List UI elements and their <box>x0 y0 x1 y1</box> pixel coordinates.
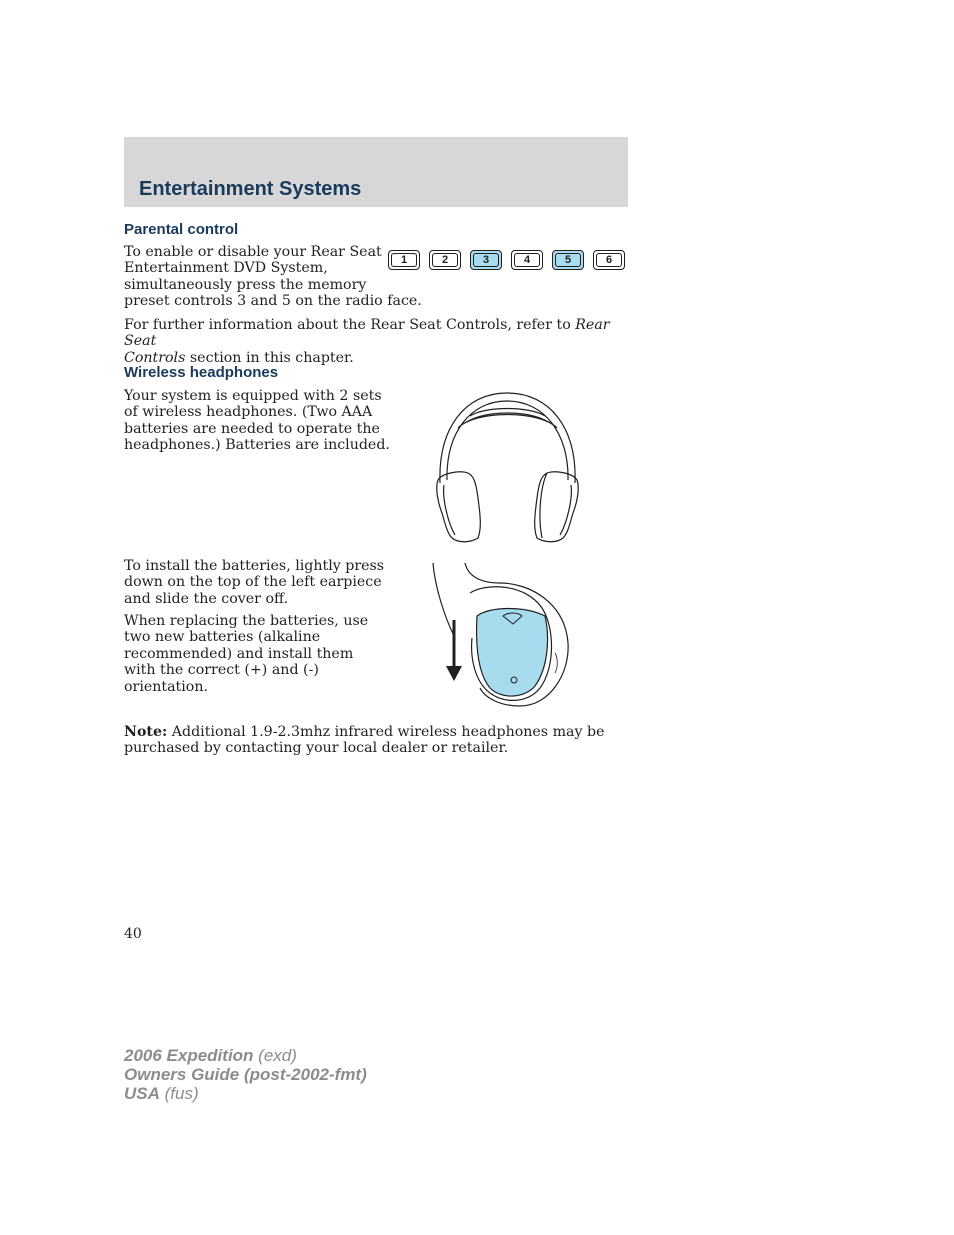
text-line: orientation. <box>124 678 208 695</box>
parental-paragraph-2 <box>124 317 628 366</box>
text-line: recommended) and install them <box>124 645 354 662</box>
text-run: Additional 1.9-2.3mhz infrared wireless headphones may be <box>167 724 605 740</box>
text-line: down on the top of the left earpiece <box>124 574 382 591</box>
page-number: 40 <box>124 926 142 942</box>
text-run: section in this chapter. <box>185 349 354 366</box>
heading-wireless-headphones: Wireless headphones <box>124 364 279 381</box>
text-line: preset controls 3 and 5 on the radio face. <box>124 293 422 310</box>
cross-reference: Controls <box>124 349 186 366</box>
footer-model: 2006 Expedition <box>124 1046 254 1065</box>
parental-paragraph-1 <box>124 244 424 310</box>
text-line: two new batteries (alkaline <box>124 629 321 646</box>
text-line: Your system is equipped with 2 sets <box>124 388 382 404</box>
wireless-paragraph-3 <box>124 613 394 695</box>
footer-market: USA <box>124 1084 160 1103</box>
footer-code: (exd) <box>253 1046 297 1065</box>
section-header-bar <box>124 137 628 207</box>
cross-reference: Rear Seat <box>124 317 610 350</box>
text-run: For further information about the Rear Seat Controls, refer to <box>124 317 576 333</box>
wireless-paragraph-2 <box>124 558 394 607</box>
text-line: Entertainment DVD System, <box>124 260 328 277</box>
text-line: headphones.) Batteries are included. <box>124 437 390 454</box>
preset-button-4: 4 <box>511 250 543 270</box>
document-footer <box>124 1046 367 1103</box>
note-label: Note: <box>124 724 168 740</box>
preset-button-2: 2 <box>429 250 461 270</box>
text-line: To enable or disable your Rear Seat <box>124 244 382 260</box>
heading-parental-control: Parental control <box>124 221 239 238</box>
arrow-down-icon <box>445 620 463 682</box>
preset-button-5: 5 <box>552 250 584 270</box>
preset-button-3: 3 <box>470 250 502 270</box>
section-title: Entertainment Systems <box>139 178 362 200</box>
text-line: purchased by contacting your local dealer or retailer. <box>124 740 509 757</box>
battery-cover <box>477 609 548 697</box>
footer-guide: Owners Guide (post-2002-fmt) <box>124 1065 367 1084</box>
text-line: batteries are needed to operate the <box>124 420 380 437</box>
preset-button-1: 1 <box>388 250 420 270</box>
text-line: simultaneously press the memory <box>124 276 367 293</box>
wireless-paragraph-1 <box>124 388 394 454</box>
note-paragraph <box>124 724 628 757</box>
preset-button-6: 6 <box>593 250 625 270</box>
radio-preset-buttons <box>388 250 628 274</box>
text-line: with the correct (+) and (-) <box>124 662 319 679</box>
text-line: To install the batteries, lightly press <box>124 558 385 574</box>
text-line: of wireless headphones. (Two AAA <box>124 404 373 421</box>
footer-code: (fus) <box>159 1084 199 1103</box>
text-line: When replacing the batteries, use <box>124 613 369 629</box>
headphones-icon <box>430 388 585 548</box>
text-line: and slide the cover off. <box>124 590 289 607</box>
